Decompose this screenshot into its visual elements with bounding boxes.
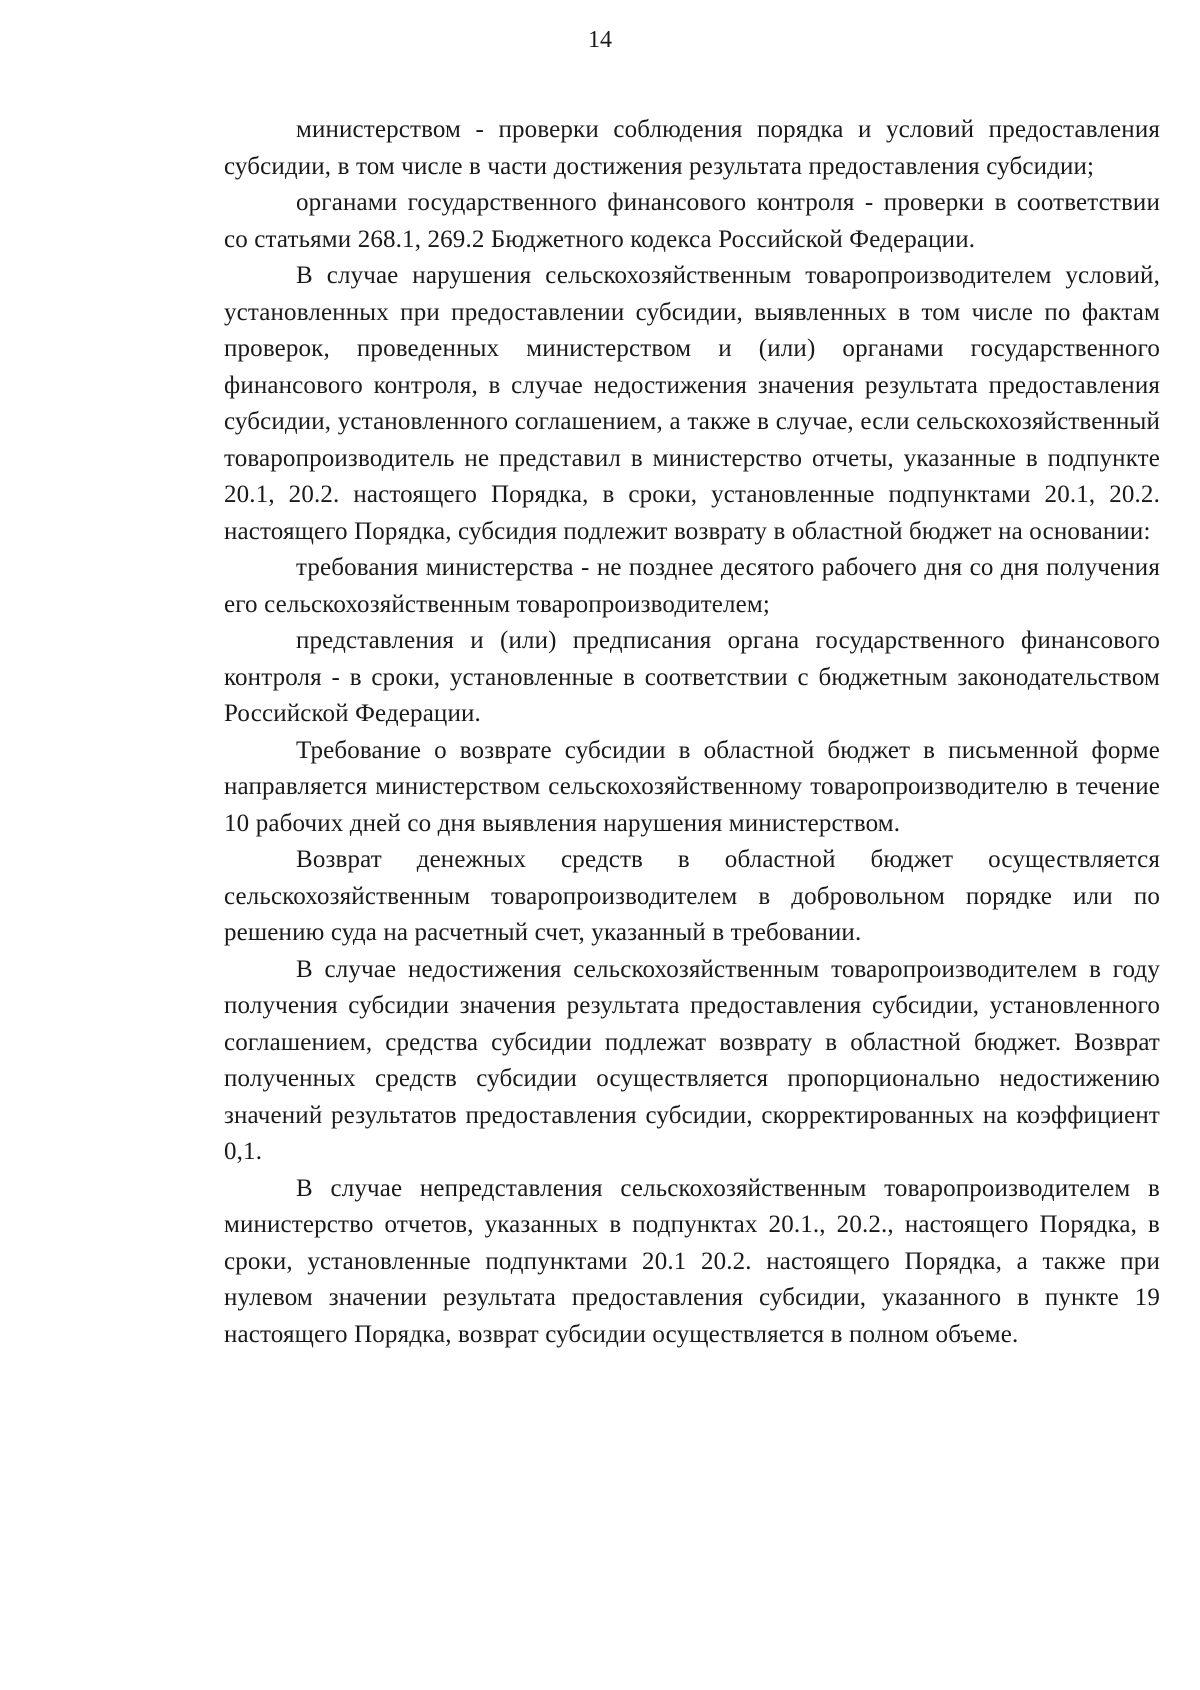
paragraph: В случае нарушения сельскохозяйственным товаропроизводителем условий, установленных при предоставлении субсидии, выявленных в том числе по фактам проверок, проведенных министерством и (или) органами государственного финансового контроля, в случае недостижения значения результата предоставления субсидии, установленного соглашением, а также в случае, если сельскохозяйственный товаропроизводитель не представил в министерство отчеты, указанные в подпункте 20.1, 20.2. настоящего Порядка, в сроки, установленные подпунктами 20.1, 20.2. настоящего Порядка, субсидия подлежит возврату в областной бюджет на основании: [224,262,1160,545]
paragraph: В случае непредставления сельскохозяйственным товаропроизводителем в министерство отчетов, указанных в подпунктах 20.1., 20.2., настоящего Порядка, в сроки, установленные подпунктами 20.1 20.2. настоящего Порядка, а также при нулевом значении результата предоставления субсидии, указанного в пункте 19 настоящего Порядка, возврат субсидии осуществляется в полном объеме. [224,1174,1160,1348]
paragraph: Требование о возврате субсидии в областной бюджет в письменной форме направляется министерством сельскохозяйственному товаропроизводителю в течение 10 рабочих дней со дня выявления нарушения министерством. [224,736,1160,837]
paragraph: органами государственного финансового контроля - проверки в соответствии со статьями 268.1, 269.2 Бюджетного кодекса Российской Федерации. [224,189,1160,253]
paragraph: министерством - проверки соблюдения порядка и условий предоставления субсидии, в том числе в части достижения результата предоставления субсидии; [224,116,1160,180]
document-body [224,112,1160,1353]
paragraph: представления и (или) предписания органа государственного финансового контроля - в сроки, установленные в соответствии с бюджетным законодательством Российской Федерации. [224,627,1160,727]
paragraph: В случае недостижения сельскохозяйственным товаропроизводителем в году получения субсидии значения результата предоставления субсидии, установленного соглашением, средства субсидии подлежат возврату в областной бюджет. Возврат полученных средств субсидии осуществляется пропорционально недостижению значений результатов предоставления субсидии, скорректированных на коэффициент 0,1. [224,955,1160,1165]
paragraph: требования министерства - не позднее десятого рабочего дня со дня получения его сельскохозяйственным товаропроизводителем; [224,554,1160,618]
page-number: 14 [588,27,612,53]
paragraph: Возврат денежных средств в областной бюджет осуществляется сельскохозяйственным товаропроизводителем в добровольном порядке или по решению суда на расчетный счет, указанный в требовании. [224,846,1160,946]
